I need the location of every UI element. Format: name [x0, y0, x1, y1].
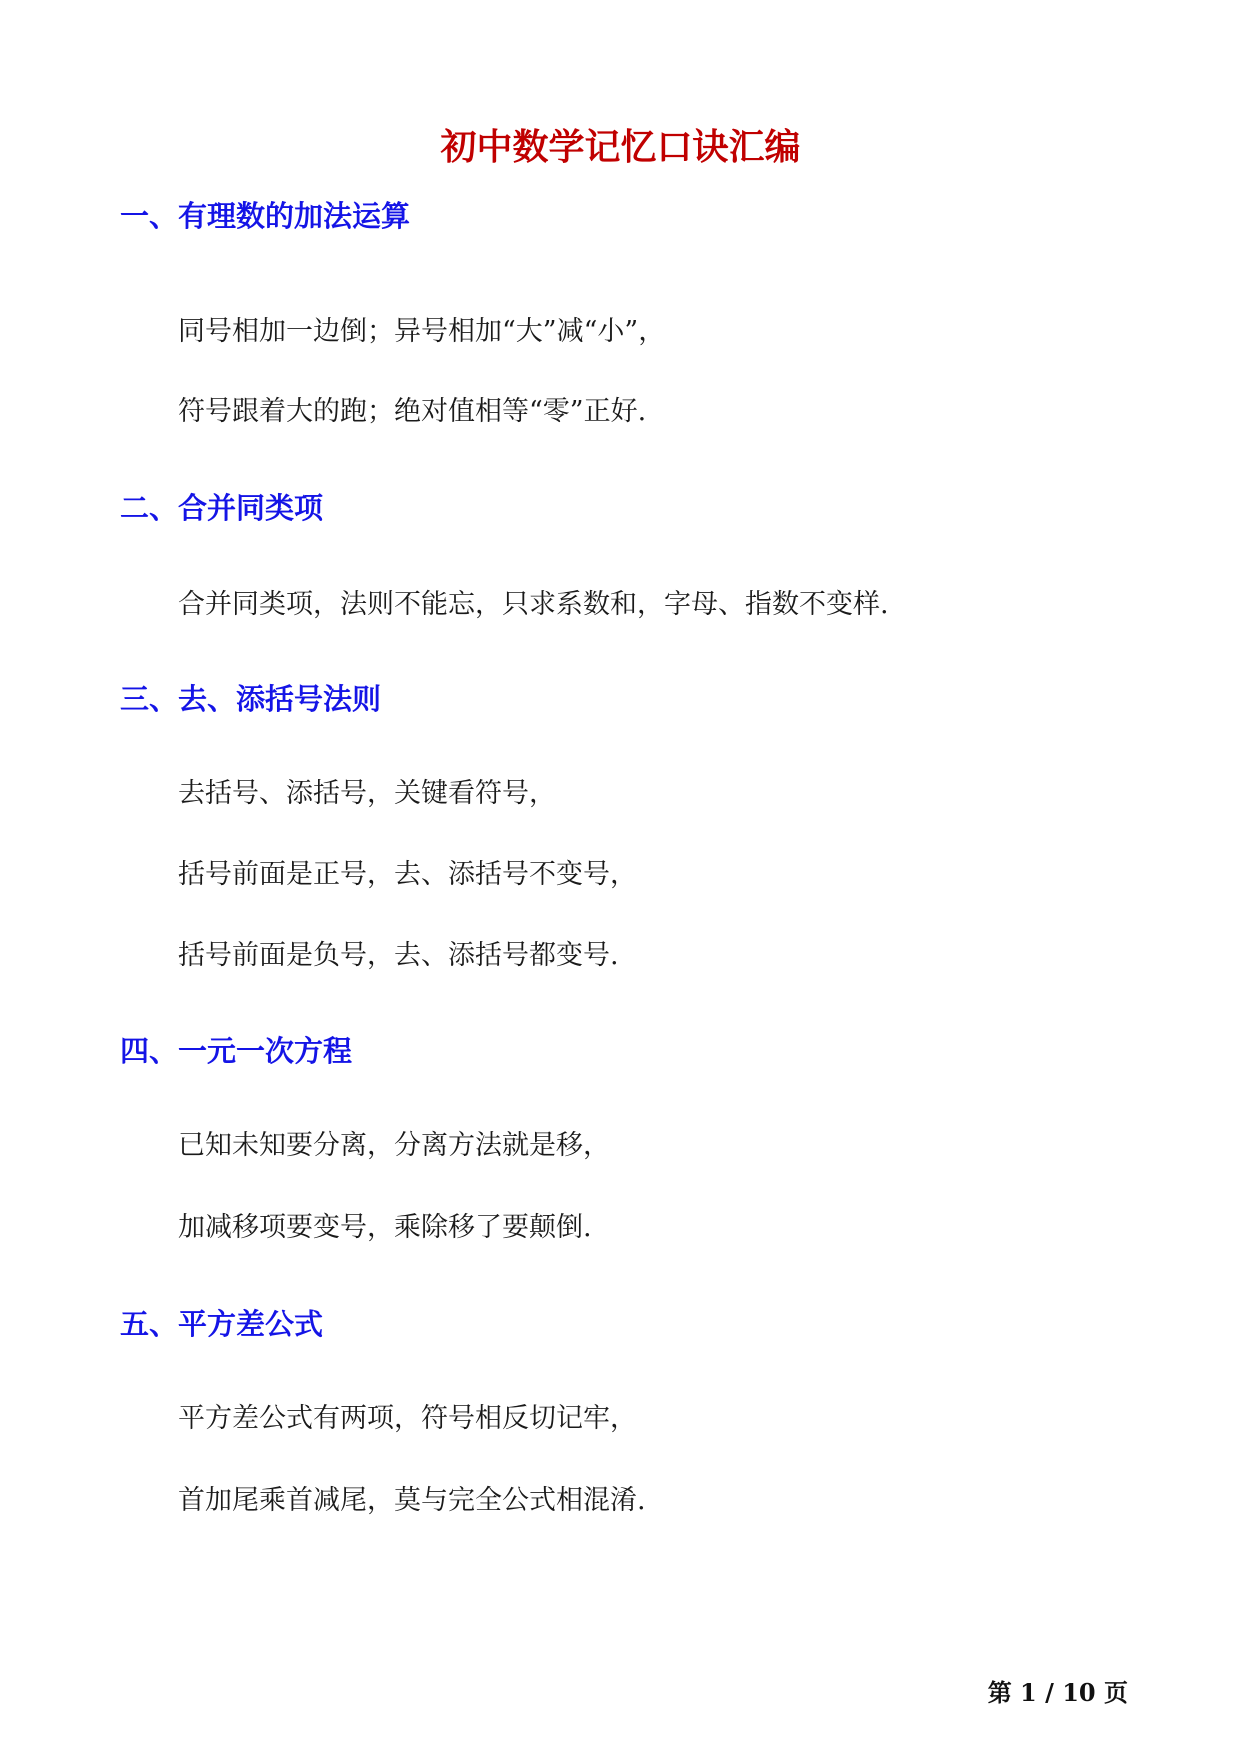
page-number-indicator: 第 1 / 10 页	[987, 1678, 1128, 1707]
section-3-line-2: 括号前面是正号，去、添括号不变号，	[178, 859, 637, 890]
section-heading-4: 四、一元一次方程	[120, 1034, 353, 1068]
section-heading-3: 三、去、添括号法则	[120, 682, 382, 716]
section-2-line-1: 合并同类项，法则不能忘，只求系数和，字母、指数不变样.	[178, 589, 889, 620]
section-heading-5: 五、平方差公式	[120, 1307, 324, 1341]
document-title: 初中数学记忆口诀汇编	[440, 126, 801, 168]
section-1-line-2: 符号跟着大的跑；绝对值相等“零”正好.	[178, 396, 647, 427]
section-heading-1: 一、有理数的加法运算	[120, 199, 411, 233]
section-3-line-1: 去括号、添括号，关键看符号，	[178, 778, 556, 809]
section-4-line-2: 加减移项要变号，乘除移了要颠倒.	[178, 1212, 592, 1243]
section-heading-2: 二、合并同类项	[120, 491, 324, 525]
section-4-line-1: 已知未知要分离，分离方法就是移，	[178, 1130, 610, 1161]
section-5-line-2: 首加尾乘首减尾，莫与完全公式相混淆.	[178, 1485, 646, 1516]
section-1-line-1: 同号相加一边倒；异号相加“大”减“小”，	[178, 316, 666, 347]
section-5-line-1: 平方差公式有两项，符号相反切记牢，	[178, 1403, 637, 1434]
section-3-line-3: 括号前面是负号，去、添括号都变号.	[178, 940, 619, 971]
